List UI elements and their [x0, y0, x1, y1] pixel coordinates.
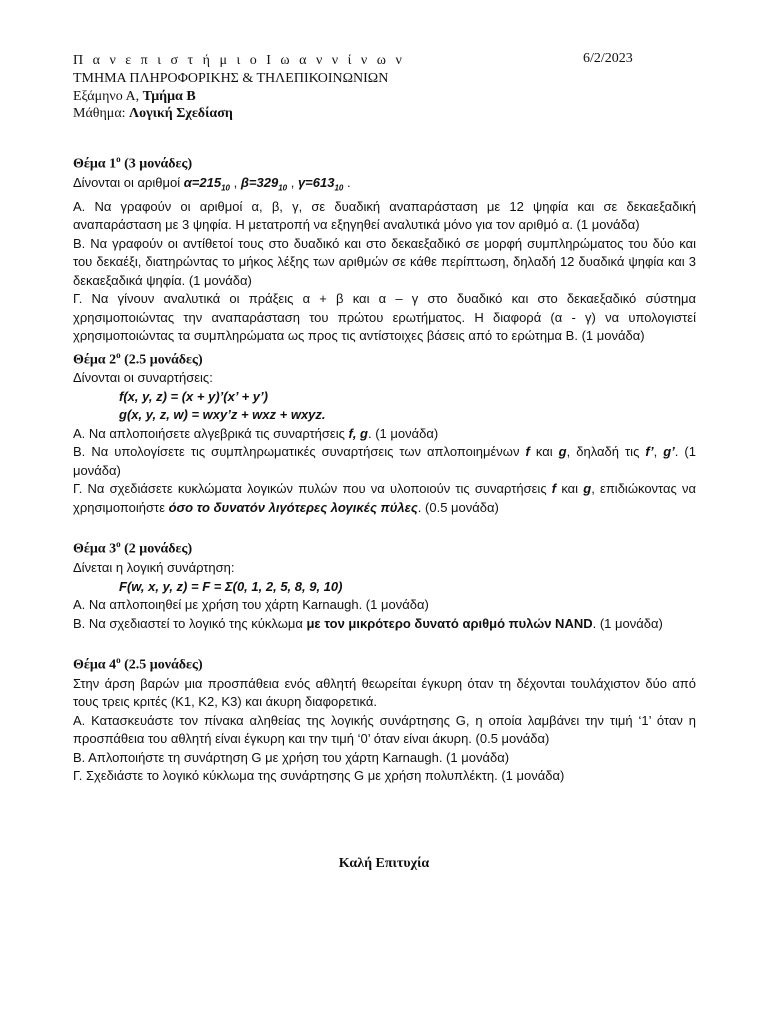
course-prefix: Μάθημα:	[73, 106, 130, 121]
department-name: ΤΜΗΜΑ ΠΛΗΡΟΦΟΡΙΚΗΣ & ΤΗΛΕΠΙΚΟΙΝΩΝΙΩΝ	[73, 71, 389, 86]
q4-part-c: Γ. Σχεδιάστε το λογικό κύκλωμα της συνάρτησης G με χρήση πολυπλέκτη. (1 μονάδα)	[73, 768, 565, 784]
q1-intro: Δίνονται οι αριθμοί $\alpha=215_{10}$ , $\beta=329_{10}$ , $\gamma=613_{10}$ .	[73, 174, 351, 193]
q2-part-a: Α. Να απλοποιήσετε αλγεβρικά τις συναρτήσεις f, g. (1 μονάδα)	[73, 425, 439, 441]
q3-title: Θέμα $3^o$ (2 μονάδες)	[73, 539, 193, 558]
q4-intro: Στην άρση βαρών μια προσπάθεια ενός αθλητή θεωρείται έγκυρη όταν τη δέχονται τουλάχιστον δύο από τους τρεις κριτές (Κ1, Κ2, Κ3) και άκυρη διαφορετικά.	[73, 675, 696, 710]
exam-date: 6/2/2023	[583, 51, 633, 66]
q1-part-a: Α. Να γραφούν οι αριθμοί α, β, γ, σε δυαδική αναπαράσταση με 12 ψηφία και σε δεκαεξαδική αναπαράσταση με 3 ψηφία. Η μετατροπή να εξηγηθεί αναλυτικά μόνο για τον αριθμό α. (1 μονάδα)	[73, 198, 696, 233]
section-label: Τμήμα Β	[142, 89, 196, 104]
semester-label: Εξάμηνο Α,	[73, 89, 143, 104]
q4-part-a: Α. Κατασκευάστε τον πίνακα αληθείας της λογικής συνάρτησης G, η οποία λαμβάνει την τιμή ‘1’ όταν η προσπάθεια του αθλητή είναι έγκυρη και την τιμή ‘0’ όταν είναι άκυρη. (0.5 μονάδα)	[73, 712, 696, 747]
university-name: Π α ν ε π ι σ τ ή μ ι ο Ι ω α ν ν ί ν ω ν	[73, 53, 405, 68]
q2-title: Θέμα $2^o$ (2.5 μονάδες)	[73, 349, 203, 368]
q3-intro: Δίνεται η λογική συνάρτηση:	[73, 560, 235, 576]
course-name: Λογική Σχεδίαση	[129, 106, 233, 121]
q2-function-g: g(x, y, z, w) = wxy’z + wxz + wxyz.	[119, 407, 326, 423]
exam-content	[73, 150, 696, 786]
q1-part-c: Γ. Να γίνουν αναλυτικά οι πράξεις α + β και α – γ στο δυαδικό και στο δεκαεξαδικό σύστημα χρησιμοποιώντας την αναπαράσταση του πρώτου ερωτήματος. Η διαφορά (α - γ) να υπολογιστεί χρησιμοποιώντας τα συμπληρώματα ως προς τις αντίστοιχες βάσεις από το ερώτημα Β. (1 μονάδα)	[73, 291, 696, 344]
q4-part-b: Β. Απλοποιήστε τη συνάρτηση G με χρήση του χάρτη Karnaugh. (1 μονάδα)	[73, 749, 510, 765]
q3-part-b: Β. Να σχεδιαστεί το λογικό της κύκλωμα με τον μικρότερο δυνατό αριθμό πυλών NAND. (1 μονάδα)	[73, 615, 663, 631]
q2-intro: Δίνονται οι συναρτήσεις:	[73, 370, 213, 386]
q1-part-b: Β. Να γραφούν οι αντίθετοί τους στο δυαδικό και στο δεκαεξαδικό σε μορφή συμπληρώματος του δύο και του δεκαέξι, διατηρώντας το μήκος λέξης των αριθμών σε κάθε περίπτωση, δηλαδή 12 δυαδικά ψηφία και 3 δεκαεξαδικά ψηφία. (1 μονάδα)	[73, 235, 696, 288]
closing-wish: Καλή Επιτυχία	[338, 856, 430, 871]
q2-function-f: f(x, y, z) = (x + y)’(x’ + y’)	[119, 388, 268, 404]
q3-function-F: F(w, x, y, z) = F = Σ(0, 1, 2, 5, 8, 9, 10)	[119, 578, 343, 594]
q3-part-a: Α. Να απλοποιηθεί με χρήση του χάρτη Karnaugh. (1 μονάδα)	[73, 597, 429, 613]
q4-title: Θέμα $4^o$ (2.5 μονάδες)	[73, 655, 203, 673]
q1-title: Θέμα $1^o$ (3 μονάδες)	[73, 154, 193, 172]
course-line	[73, 104, 233, 123]
q2-part-b: Β. Να υπολογίσετε τις συμπληρωματικές συναρτήσεις των απλοποιημένων f και g, δηλαδή τις f’, g’. (1 μονάδα)	[73, 444, 696, 478]
q2-part-c: Γ. Να σχεδιάσετε κυκλώματα λογικών πυλών που να υλοποιούν τις συναρτήσεις f και g, επιδιώκοντας να χρησιμοποιήστε όσο το δυνατόν λιγότερες λογικές πύλες. (0.5 μονάδα)	[73, 481, 696, 515]
